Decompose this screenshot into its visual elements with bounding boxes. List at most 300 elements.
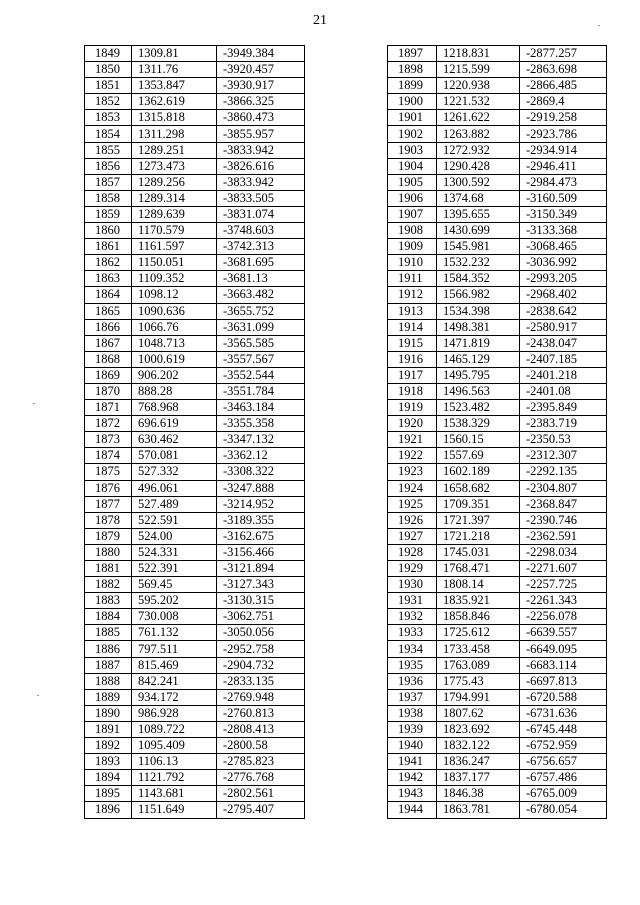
value-a-cell: 1733.458: [437, 641, 520, 657]
value-a-cell: 1311.298: [132, 126, 217, 142]
value-b-cell: -2350.53: [520, 432, 607, 448]
value-b-cell: -3826.616: [217, 158, 305, 174]
table-row: [85, 335, 305, 351]
value-a-cell: 1858.846: [437, 609, 520, 625]
value-a-cell: 1289.256: [132, 174, 217, 190]
table-row: [388, 110, 607, 126]
value-a-cell: 1289.251: [132, 142, 217, 158]
table-row: [85, 142, 305, 158]
table-row: [388, 62, 607, 78]
table-row: [388, 577, 607, 593]
year-cell: 1920: [388, 416, 437, 432]
year-cell: 1883: [85, 593, 132, 609]
value-b-cell: -3681.695: [217, 255, 305, 271]
year-cell: 1888: [85, 673, 132, 689]
value-b-cell: -3831.074: [217, 206, 305, 222]
value-b-cell: -2904.732: [217, 657, 305, 673]
year-cell: 1864: [85, 287, 132, 303]
year-cell: 1859: [85, 206, 132, 222]
year-cell: 1877: [85, 496, 132, 512]
value-a-cell: 1794.991: [437, 689, 520, 705]
year-cell: 1863: [85, 271, 132, 287]
table-row: [388, 593, 607, 609]
table-row: [85, 721, 305, 737]
value-b-cell: -3062.751: [217, 609, 305, 625]
year-cell: 1892: [85, 738, 132, 754]
value-b-cell: -3681.13: [217, 271, 305, 287]
value-b-cell: -3156.466: [217, 544, 305, 560]
table-row: [388, 625, 607, 641]
value-b-cell: -2869.4: [520, 94, 607, 110]
value-a-cell: 1161.597: [132, 239, 217, 255]
table-row: [85, 78, 305, 94]
scan-speck: [37, 695, 39, 696]
value-b-cell: -2808.413: [217, 721, 305, 737]
year-cell: 1890: [85, 705, 132, 721]
value-a-cell: 1721.218: [437, 528, 520, 544]
value-b-cell: -2934.914: [520, 142, 607, 158]
table-row: [388, 496, 607, 512]
table-row: [85, 705, 305, 721]
value-a-cell: 1353.847: [132, 78, 217, 94]
table-row: [388, 383, 607, 399]
value-b-cell: -2257.725: [520, 577, 607, 593]
value-b-cell: -3355.358: [217, 416, 305, 432]
table-row: [85, 593, 305, 609]
value-a-cell: 1309.81: [132, 46, 217, 62]
right-table-body: [388, 46, 607, 819]
year-cell: 1861: [85, 239, 132, 255]
value-a-cell: 1496.563: [437, 383, 520, 399]
table-row: [388, 46, 607, 62]
table-row: [388, 319, 607, 335]
year-cell: 1895: [85, 786, 132, 802]
value-a-cell: 934.172: [132, 689, 217, 705]
value-a-cell: 1143.681: [132, 786, 217, 802]
table-row: [388, 287, 607, 303]
table-row: [85, 432, 305, 448]
value-a-cell: 1362.619: [132, 94, 217, 110]
value-a-cell: 1538.329: [437, 416, 520, 432]
value-b-cell: -3347.132: [217, 432, 305, 448]
year-cell: 1897: [388, 46, 437, 62]
year-cell: 1924: [388, 480, 437, 496]
value-b-cell: -6780.054: [520, 802, 607, 818]
table-row: [85, 94, 305, 110]
year-cell: 1904: [388, 158, 437, 174]
table-row: [85, 673, 305, 689]
value-a-cell: 522.591: [132, 512, 217, 528]
table-row: [388, 303, 607, 319]
table-row: [388, 528, 607, 544]
year-cell: 1943: [388, 786, 437, 802]
value-b-cell: -3463.184: [217, 400, 305, 416]
table-row: [388, 190, 607, 206]
value-a-cell: 1835.921: [437, 593, 520, 609]
table-row: [388, 609, 607, 625]
value-b-cell: -6649.095: [520, 641, 607, 657]
year-cell: 1914: [388, 319, 437, 335]
value-a-cell: 1315.818: [132, 110, 217, 126]
value-b-cell: -2407.185: [520, 351, 607, 367]
year-cell: 1849: [85, 46, 132, 62]
value-a-cell: 1545.981: [437, 239, 520, 255]
value-b-cell: -3748.603: [217, 223, 305, 239]
left-data-table: [84, 45, 305, 819]
year-cell: 1923: [388, 464, 437, 480]
table-row: [388, 464, 607, 480]
year-cell: 1851: [85, 78, 132, 94]
year-cell: 1873: [85, 432, 132, 448]
value-a-cell: 1106.13: [132, 754, 217, 770]
year-cell: 1880: [85, 544, 132, 560]
value-a-cell: 630.462: [132, 432, 217, 448]
year-cell: 1882: [85, 577, 132, 593]
year-cell: 1930: [388, 577, 437, 593]
value-b-cell: -3833.942: [217, 142, 305, 158]
year-cell: 1860: [85, 223, 132, 239]
table-row: [85, 158, 305, 174]
year-cell: 1933: [388, 625, 437, 641]
value-a-cell: 1602.189: [437, 464, 520, 480]
table-row: [85, 206, 305, 222]
value-b-cell: -3930.917: [217, 78, 305, 94]
table-row: [388, 78, 607, 94]
value-a-cell: 1109.352: [132, 271, 217, 287]
value-b-cell: -3133.368: [520, 223, 607, 239]
year-cell: 1869: [85, 367, 132, 383]
value-a-cell: 1560.15: [437, 432, 520, 448]
value-b-cell: -3565.585: [217, 335, 305, 351]
table-row: [85, 657, 305, 673]
table-row: [85, 110, 305, 126]
value-a-cell: 1273.473: [132, 158, 217, 174]
value-a-cell: 1846.38: [437, 786, 520, 802]
table-row: [85, 464, 305, 480]
value-a-cell: 1836.247: [437, 754, 520, 770]
value-b-cell: -2261.343: [520, 593, 607, 609]
value-b-cell: -3920.457: [217, 62, 305, 78]
value-b-cell: -2952.758: [217, 641, 305, 657]
value-b-cell: -2769.948: [217, 689, 305, 705]
value-b-cell: -6697.813: [520, 673, 607, 689]
table-row: [388, 94, 607, 110]
value-b-cell: -3949.384: [217, 46, 305, 62]
value-a-cell: 1395.655: [437, 206, 520, 222]
value-b-cell: -2368.847: [520, 496, 607, 512]
value-a-cell: 1832.122: [437, 738, 520, 754]
year-cell: 1868: [85, 351, 132, 367]
year-cell: 1850: [85, 62, 132, 78]
table-row: [85, 190, 305, 206]
value-b-cell: -2993.205: [520, 271, 607, 287]
value-b-cell: -3150.349: [520, 206, 607, 222]
year-cell: 1902: [388, 126, 437, 142]
value-b-cell: -2785.823: [217, 754, 305, 770]
year-cell: 1899: [388, 78, 437, 94]
value-b-cell: -2312.307: [520, 448, 607, 464]
value-a-cell: 524.331: [132, 544, 217, 560]
value-b-cell: -2304.807: [520, 480, 607, 496]
year-cell: 1893: [85, 754, 132, 770]
value-a-cell: 1374.68: [437, 190, 520, 206]
table-row: [85, 62, 305, 78]
value-a-cell: 888.28: [132, 383, 217, 399]
value-a-cell: 1532.232: [437, 255, 520, 271]
table-row: [388, 174, 607, 190]
year-cell: 1887: [85, 657, 132, 673]
table-row: [85, 738, 305, 754]
value-a-cell: 1221.532: [437, 94, 520, 110]
table-row: [388, 158, 607, 174]
value-b-cell: -3833.505: [217, 190, 305, 206]
year-cell: 1921: [388, 432, 437, 448]
value-a-cell: 1534.398: [437, 303, 520, 319]
table-row: [85, 367, 305, 383]
year-cell: 1939: [388, 721, 437, 737]
value-a-cell: 595.202: [132, 593, 217, 609]
value-a-cell: 1721.397: [437, 512, 520, 528]
year-cell: 1934: [388, 641, 437, 657]
year-cell: 1916: [388, 351, 437, 367]
value-a-cell: 761.132: [132, 625, 217, 641]
table-row: [85, 223, 305, 239]
year-cell: 1889: [85, 689, 132, 705]
value-a-cell: 1808.14: [437, 577, 520, 593]
table-row: [85, 754, 305, 770]
year-cell: 1852: [85, 94, 132, 110]
value-a-cell: 906.202: [132, 367, 217, 383]
value-a-cell: 1557.69: [437, 448, 520, 464]
year-cell: 1915: [388, 335, 437, 351]
value-b-cell: -3130.315: [217, 593, 305, 609]
value-b-cell: -2271.607: [520, 561, 607, 577]
year-cell: 1894: [85, 770, 132, 786]
value-a-cell: 1768.471: [437, 561, 520, 577]
table-row: [85, 802, 305, 818]
year-cell: 1867: [85, 335, 132, 351]
value-a-cell: 1775.43: [437, 673, 520, 689]
table-row: [85, 480, 305, 496]
table-row: [85, 303, 305, 319]
value-a-cell: 1495.795: [437, 367, 520, 383]
table-row: [388, 705, 607, 721]
year-cell: 1900: [388, 94, 437, 110]
value-a-cell: 1289.314: [132, 190, 217, 206]
year-cell: 1854: [85, 126, 132, 142]
year-cell: 1906: [388, 190, 437, 206]
year-cell: 1942: [388, 770, 437, 786]
table-row: [85, 512, 305, 528]
value-b-cell: -2866.485: [520, 78, 607, 94]
value-b-cell: -2298.034: [520, 544, 607, 560]
year-cell: 1853: [85, 110, 132, 126]
year-cell: 1898: [388, 62, 437, 78]
value-b-cell: -2401.218: [520, 367, 607, 383]
year-cell: 1907: [388, 206, 437, 222]
year-cell: 1903: [388, 142, 437, 158]
value-b-cell: -6757.486: [520, 770, 607, 786]
value-a-cell: 842.241: [132, 673, 217, 689]
value-a-cell: 1471.819: [437, 335, 520, 351]
value-b-cell: -3121.894: [217, 561, 305, 577]
table-row: [85, 448, 305, 464]
year-cell: 1865: [85, 303, 132, 319]
year-cell: 1912: [388, 287, 437, 303]
value-b-cell: -6731.636: [520, 705, 607, 721]
table-row: [388, 673, 607, 689]
value-b-cell: -3162.675: [217, 528, 305, 544]
value-a-cell: 1584.352: [437, 271, 520, 287]
year-cell: 1878: [85, 512, 132, 528]
year-cell: 1909: [388, 239, 437, 255]
year-cell: 1896: [85, 802, 132, 818]
value-b-cell: -2802.561: [217, 786, 305, 802]
table-row: [85, 528, 305, 544]
value-a-cell: 522.391: [132, 561, 217, 577]
value-a-cell: 1261.622: [437, 110, 520, 126]
value-b-cell: -2362.591: [520, 528, 607, 544]
value-a-cell: 1658.682: [437, 480, 520, 496]
value-b-cell: -2395.849: [520, 400, 607, 416]
year-cell: 1922: [388, 448, 437, 464]
table-row: [85, 46, 305, 62]
table-row: [85, 174, 305, 190]
value-a-cell: 1290.428: [437, 158, 520, 174]
value-a-cell: 527.332: [132, 464, 217, 480]
value-a-cell: 1263.882: [437, 126, 520, 142]
table-row: [388, 689, 607, 705]
value-a-cell: 1066.76: [132, 319, 217, 335]
value-b-cell: -2877.257: [520, 46, 607, 62]
table-row: [388, 641, 607, 657]
table-row: [388, 754, 607, 770]
table-row: [85, 383, 305, 399]
value-a-cell: 496.061: [132, 480, 217, 496]
value-b-cell: -3036.992: [520, 255, 607, 271]
table-row: [388, 480, 607, 496]
value-a-cell: 1151.649: [132, 802, 217, 818]
table-row: [388, 561, 607, 577]
value-a-cell: 1863.781: [437, 802, 520, 818]
value-b-cell: -3552.544: [217, 367, 305, 383]
value-b-cell: -3855.957: [217, 126, 305, 142]
table-row: [85, 641, 305, 657]
table-row: [388, 335, 607, 351]
value-b-cell: -3663.482: [217, 287, 305, 303]
table-row: [85, 319, 305, 335]
value-a-cell: 1089.722: [132, 721, 217, 737]
value-a-cell: 569.45: [132, 577, 217, 593]
value-b-cell: -2800.58: [217, 738, 305, 754]
year-cell: 1874: [85, 448, 132, 464]
value-a-cell: 1763.089: [437, 657, 520, 673]
year-cell: 1919: [388, 400, 437, 416]
year-cell: 1925: [388, 496, 437, 512]
table-row: [388, 416, 607, 432]
page-number: 21: [313, 13, 327, 28]
year-cell: 1881: [85, 561, 132, 577]
left-table-body: [85, 46, 305, 819]
year-cell: 1938: [388, 705, 437, 721]
table-row: [85, 255, 305, 271]
value-a-cell: 1709.351: [437, 496, 520, 512]
year-cell: 1944: [388, 802, 437, 818]
table-row: [388, 223, 607, 239]
value-b-cell: -2946.411: [520, 158, 607, 174]
value-a-cell: 768.968: [132, 400, 217, 416]
table-row: [85, 770, 305, 786]
value-b-cell: -2256.078: [520, 609, 607, 625]
table-row: [388, 400, 607, 416]
year-cell: 1901: [388, 110, 437, 126]
value-a-cell: 1823.692: [437, 721, 520, 737]
value-a-cell: 1430.699: [437, 223, 520, 239]
year-cell: 1917: [388, 367, 437, 383]
value-a-cell: 1745.031: [437, 544, 520, 560]
value-b-cell: -3214.952: [217, 496, 305, 512]
table-row: [85, 416, 305, 432]
table-row: [388, 657, 607, 673]
value-b-cell: -3631.099: [217, 319, 305, 335]
value-b-cell: -6752.959: [520, 738, 607, 754]
year-cell: 1910: [388, 255, 437, 271]
value-a-cell: 1311.76: [132, 62, 217, 78]
value-a-cell: 1170.579: [132, 223, 217, 239]
table-row: [388, 512, 607, 528]
year-cell: 1857: [85, 174, 132, 190]
table-row: [85, 625, 305, 641]
table-row: [388, 738, 607, 754]
value-b-cell: -2863.698: [520, 62, 607, 78]
value-a-cell: 815.469: [132, 657, 217, 673]
year-cell: 1928: [388, 544, 437, 560]
value-a-cell: 1837.177: [437, 770, 520, 786]
value-b-cell: -2838.642: [520, 303, 607, 319]
table-row: [388, 544, 607, 560]
year-cell: 1918: [388, 383, 437, 399]
value-b-cell: -3068.465: [520, 239, 607, 255]
table-row: [85, 239, 305, 255]
value-b-cell: -6683.114: [520, 657, 607, 673]
value-b-cell: -2438.047: [520, 335, 607, 351]
value-b-cell: -6745.448: [520, 721, 607, 737]
value-b-cell: -2833.135: [217, 673, 305, 689]
value-b-cell: -2984.473: [520, 174, 607, 190]
value-a-cell: 527.489: [132, 496, 217, 512]
year-cell: 1935: [388, 657, 437, 673]
table-row: [388, 206, 607, 222]
value-a-cell: 1090.636: [132, 303, 217, 319]
value-b-cell: -2919.258: [520, 110, 607, 126]
value-b-cell: -3308.322: [217, 464, 305, 480]
table-row: [388, 721, 607, 737]
year-cell: 1870: [85, 383, 132, 399]
value-b-cell: -2968.402: [520, 287, 607, 303]
value-a-cell: 1095.409: [132, 738, 217, 754]
table-row: [388, 786, 607, 802]
table-row: [85, 577, 305, 593]
year-cell: 1941: [388, 754, 437, 770]
table-row: [388, 351, 607, 367]
value-a-cell: 1465.129: [437, 351, 520, 367]
table-row: [85, 271, 305, 287]
value-a-cell: 1220.938: [437, 78, 520, 94]
value-a-cell: 1000.619: [132, 351, 217, 367]
value-b-cell: -2401.08: [520, 383, 607, 399]
year-cell: 1905: [388, 174, 437, 190]
year-cell: 1879: [85, 528, 132, 544]
